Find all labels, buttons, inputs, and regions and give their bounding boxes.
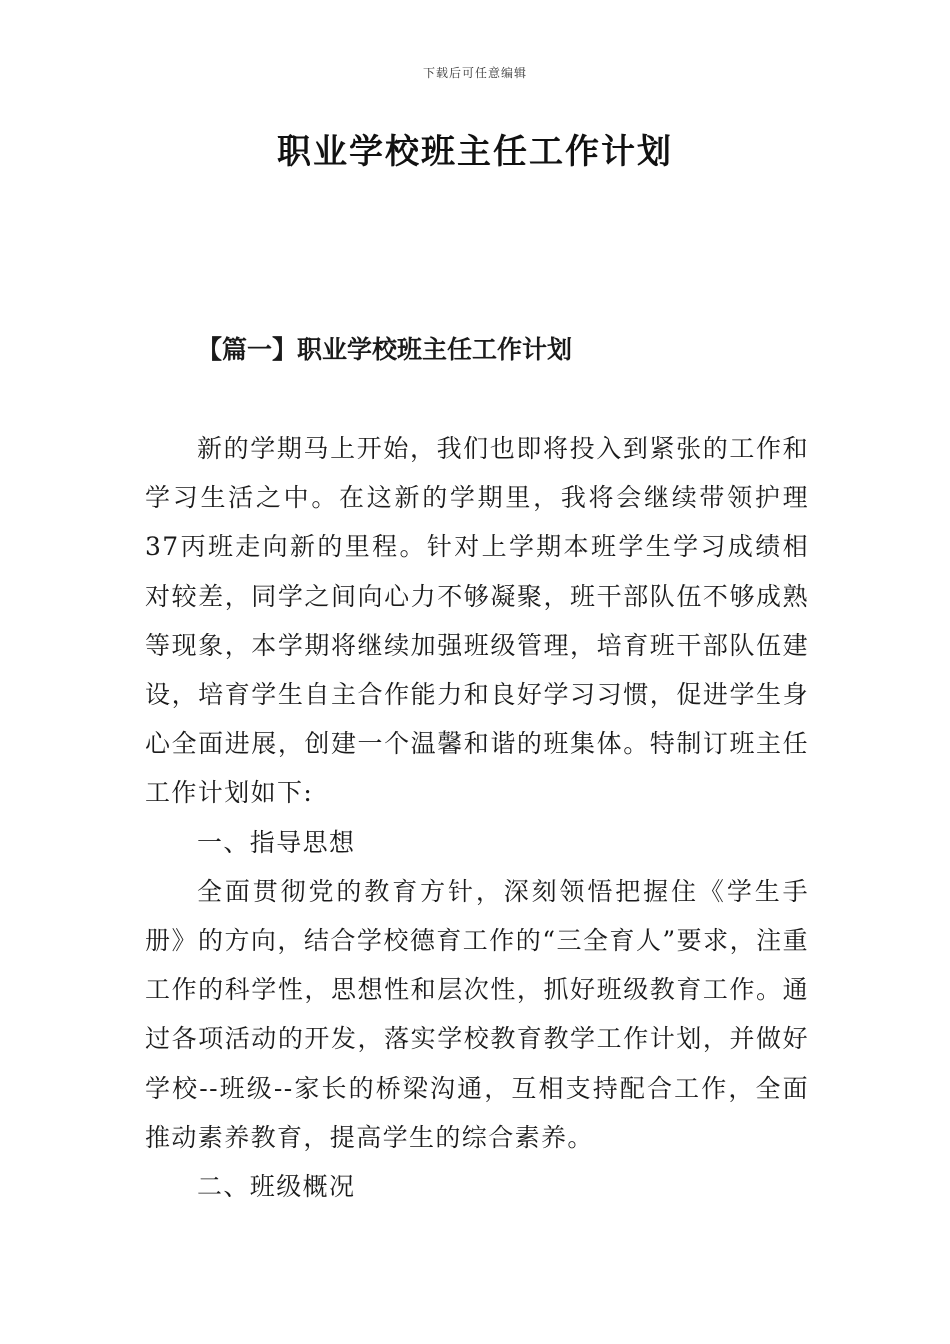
heading-class-overview: 二、班级概况: [197, 1172, 356, 1202]
heading-guiding-thought: 一、指导思想: [197, 827, 356, 857]
guiding-thought-paragraph: 全面贯彻党的教育方针，深刻领悟把握住《学生手册》的方向，结合学校德育工作的“三全育人”要求，注重工作的科学性，思想性和层次性，抓好班级教育工作。通过各项活动的开发，落实学校教育教学工作计划，并做好学校--班级--家长的桥梁沟通，互相支持配合工作，全面推动素养教育，提高学生的综合素养。: [145, 876, 809, 1152]
document-body: [145, 424, 809, 1211]
intro-paragraph: 新的学期马上开始，我们也即将投入到紧张的工作和学习生活之中。在这新的学期里，我将会继续带领护理37丙班走向新的里程。针对上学期本班学生学习成绩相对较差，同学之间向心力不够凝聚，班干部队伍不够成熟等现象，本学期将继续加强班级管理，培育班干部队伍建设，培育学生自主合作能力和良好学习习惯，促进学生身心全面进展，创建一个温馨和谐的班集体。特制订班主任工作计划如下:: [145, 434, 809, 808]
document-title: 职业学校班主任工作计划: [277, 132, 673, 172]
header-note: 下载后可任意编辑: [422, 66, 527, 80]
section-title: 【篇一】职业学校班主任工作计划: [197, 335, 573, 364]
